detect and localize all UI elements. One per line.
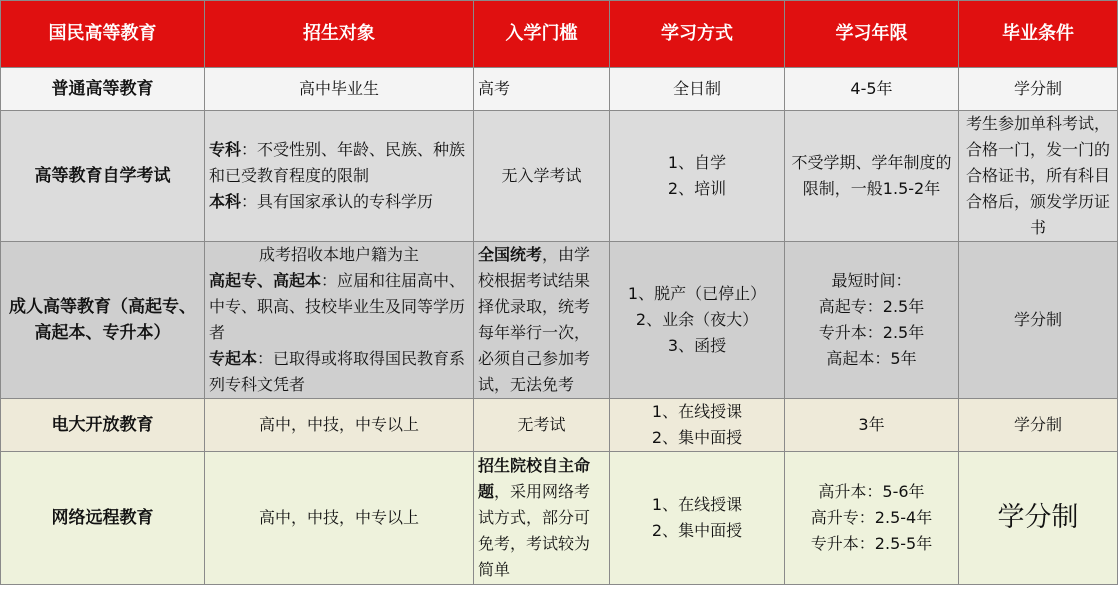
years-item: 专升本：2.5年 xyxy=(818,323,925,342)
target-cell: 高中，中技，中专以上 xyxy=(205,452,474,585)
threshold-cell: 无考试 xyxy=(474,399,610,452)
years-cell: 3年 xyxy=(785,399,959,452)
method-item: 2、集中面授 xyxy=(651,428,743,447)
row-label: 普通高等教育 xyxy=(1,68,205,111)
target-keyword: 本科 xyxy=(209,192,242,211)
years-item: 高起专：2.5年 xyxy=(818,297,925,316)
graduation-cell: 学分制 xyxy=(959,452,1118,585)
threshold-text: ，由学校根据考试结果择优录取，统考每年举行一次，必须自己参加考试，无法免考 xyxy=(478,245,591,394)
target-paragraph xyxy=(209,137,469,189)
method-item: 3、函授 xyxy=(667,336,727,355)
header-method: 学习方式 xyxy=(610,1,785,68)
threshold-cell: 高考 xyxy=(474,68,610,111)
target-text: ：具有国家承认的专科学历 xyxy=(241,192,434,211)
table-row xyxy=(1,111,1118,242)
table-row xyxy=(1,452,1118,585)
row-label: 成人高等教育（高起专、高起本、专升本） xyxy=(1,242,205,399)
method-cell xyxy=(610,452,785,585)
years-item: 高升专：2.5-4年 xyxy=(810,508,933,527)
method-item: 1、在线授课 xyxy=(651,495,743,514)
target-text: ：应届和往届高中、中专、职高、技校毕业生及同等学历者 xyxy=(209,271,466,342)
row-label: 网络远程教育 xyxy=(1,452,205,585)
years-item: 最短时间： xyxy=(831,271,912,290)
target-keyword: 高起专、高起本 xyxy=(209,271,322,290)
method-item: 1、自学 xyxy=(667,153,727,172)
graduation-cell: 学分制 xyxy=(959,68,1118,111)
target-paragraph: 成考招收本地户籍为主 xyxy=(258,245,419,264)
target-text: ：不受性别、年龄、民族、种族和已受教育程度的限制 xyxy=(209,140,466,185)
years-cell: 不受学期、学年制度的限制，一般1.5-2年 xyxy=(785,111,959,242)
method-item: 2、集中面授 xyxy=(651,521,743,540)
target-cell xyxy=(205,111,474,242)
target-paragraph xyxy=(209,346,469,398)
header-target: 招生对象 xyxy=(205,1,474,68)
threshold-cell xyxy=(474,452,610,585)
years-item: 高起本：5年 xyxy=(826,349,917,368)
graduation-cell: 学分制 xyxy=(959,242,1118,399)
row-label: 电大开放教育 xyxy=(1,399,205,452)
table-row xyxy=(1,242,1118,399)
years-cell xyxy=(785,242,959,399)
row-label: 高等教育自学考试 xyxy=(1,111,205,242)
graduation-cell: 学分制 xyxy=(959,399,1118,452)
threshold-text: ，采用网络考试方式，部分可免考，考试较为简单 xyxy=(478,482,591,579)
table-row xyxy=(1,399,1118,452)
target-keyword: 专科 xyxy=(209,140,242,159)
method-cell: 全日制 xyxy=(610,68,785,111)
threshold-keyword: 招生院校自主命题 xyxy=(478,456,591,501)
target-cell: 高中，中技，中专以上 xyxy=(205,399,474,452)
method-cell xyxy=(610,111,785,242)
method-item: 2、培训 xyxy=(667,179,727,198)
header-row xyxy=(1,1,1118,68)
target-cell: 高中毕业生 xyxy=(205,68,474,111)
target-paragraph xyxy=(209,189,469,215)
years-item: 高升本：5-6年 xyxy=(818,482,925,501)
threshold-cell: 无入学考试 xyxy=(474,111,610,242)
header-threshold: 入学门槛 xyxy=(474,1,610,68)
table-row xyxy=(1,68,1118,111)
method-cell xyxy=(610,399,785,452)
method-cell xyxy=(610,242,785,399)
years-cell xyxy=(785,452,959,585)
header-graduation: 毕业条件 xyxy=(959,1,1118,68)
header-years: 学习年限 xyxy=(785,1,959,68)
header-category: 国民高等教育 xyxy=(1,1,205,68)
graduation-cell: 考生参加单科考试，合格一门，发一门的合格证书，所有科目合格后，颁发学历证书 xyxy=(959,111,1118,242)
target-text: ：已取得或将取得国民教育系列专科文凭者 xyxy=(209,349,466,394)
years-item: 专升本：2.5-5年 xyxy=(810,534,933,553)
target-paragraph xyxy=(209,268,469,346)
method-item: 2、业余（夜大） xyxy=(635,310,759,329)
years-cell: 4-5年 xyxy=(785,68,959,111)
threshold-keyword: 全国统考 xyxy=(478,245,543,264)
threshold-cell xyxy=(474,242,610,399)
method-item: 1、在线授课 xyxy=(651,402,743,421)
target-keyword: 专起本 xyxy=(209,349,258,368)
target-cell xyxy=(205,242,474,399)
method-item: 1、脱产（已停止） xyxy=(627,284,767,303)
